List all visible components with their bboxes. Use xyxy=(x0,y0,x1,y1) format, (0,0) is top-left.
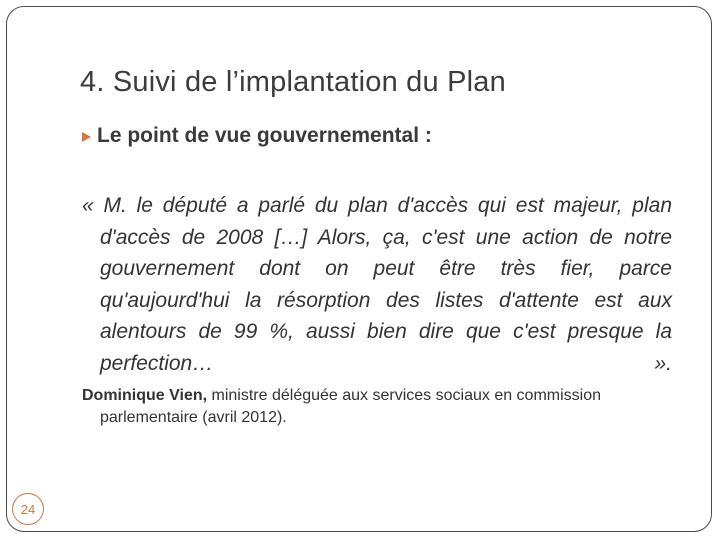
quote-text xyxy=(82,190,672,379)
page-number-badge xyxy=(12,493,44,525)
quote-body: « M. le député a parlé du plan d'accès qui est majeur, plan d'accès de 2008 […] Alors, ça, c'est une action de notre gouvernement dont on peut être très fier, parce qu'aujourd'hui la résorption des listes d'attente est aux alentours de 99 %, aussi bien dire que c'est presque la perfection… ». xyxy=(82,194,672,375)
triangle-bullet-icon xyxy=(82,132,91,142)
attribution-details: ministre déléguée aux services sociaux en commission parlementaire (avril 2012). xyxy=(100,387,602,426)
subtitle-row xyxy=(82,124,432,148)
attribution-name: Dominique Vien, xyxy=(82,387,208,404)
slide-title: 4. Suivi de l’implantation du Plan xyxy=(80,66,506,98)
page-number: 24 xyxy=(20,501,36,517)
slide-subtitle: Le point de vue gouvernemental : xyxy=(97,124,432,147)
attribution xyxy=(82,385,672,429)
